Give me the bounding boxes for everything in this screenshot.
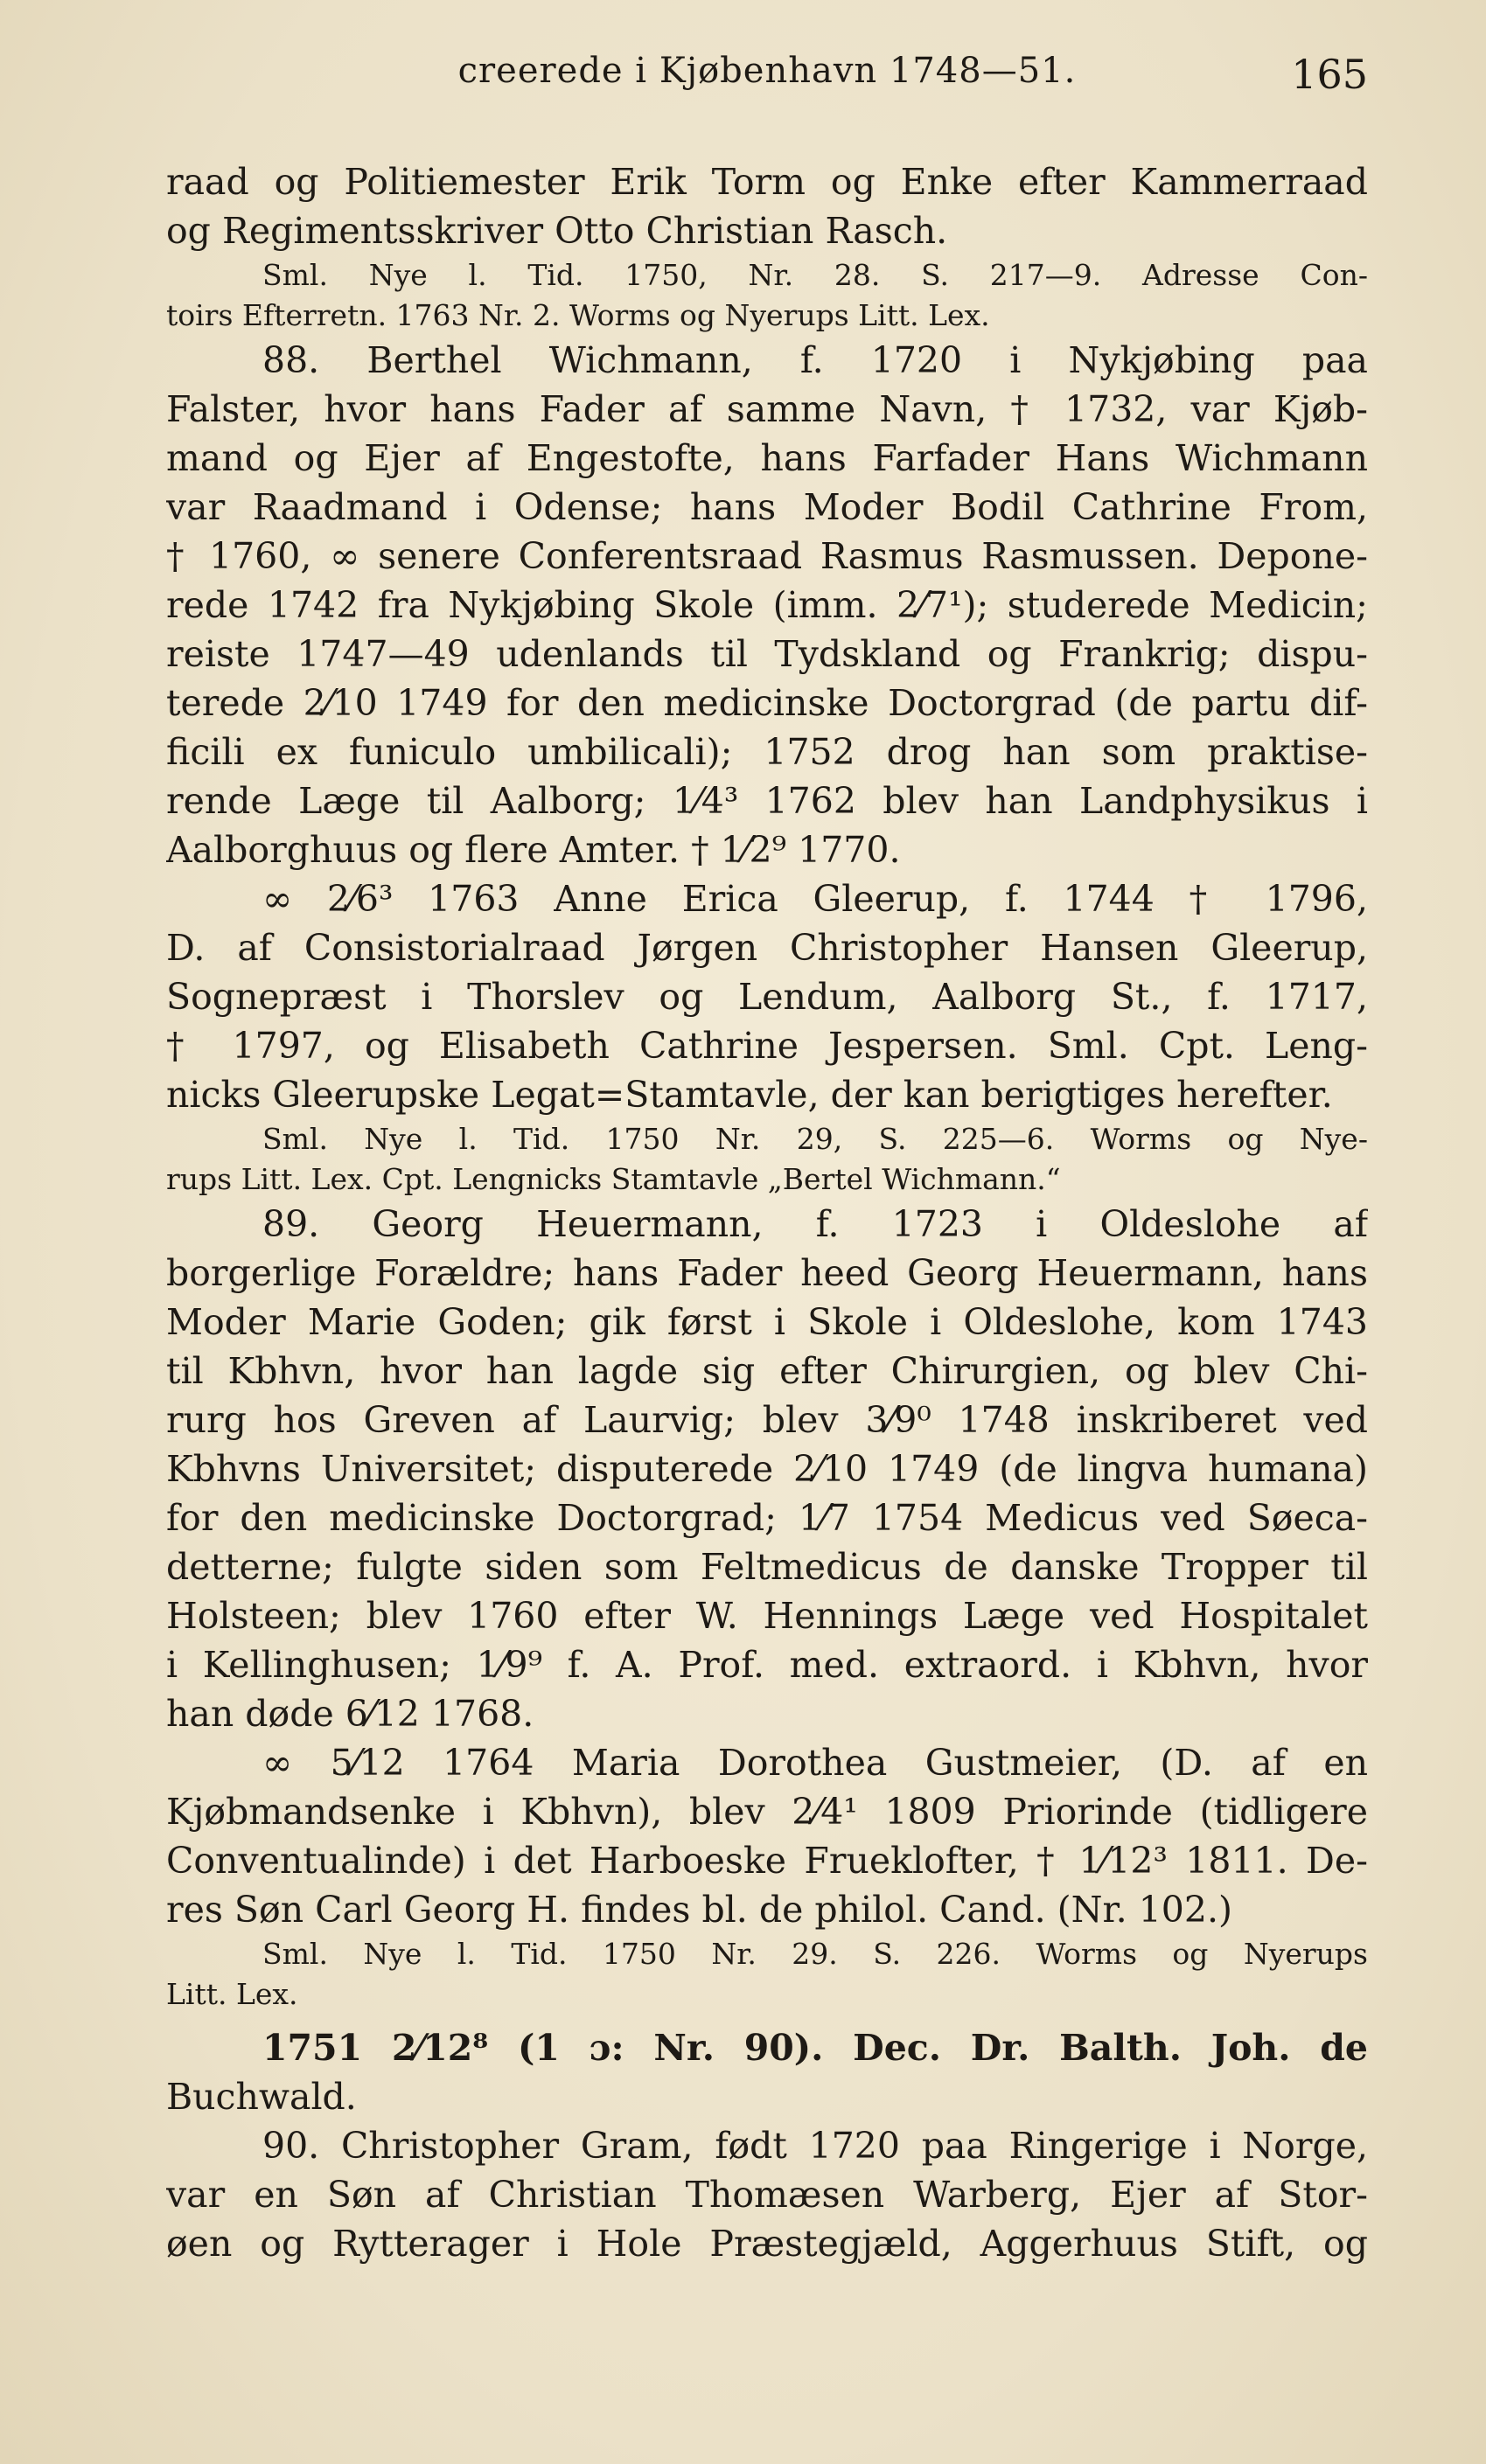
text-line: Kjøbmandsenke i Kbhvn), blev 2⁄4¹ 1809 Priorinde (tidligere [166,1791,1368,1833]
entry-heading-90: 90. Christopher Gram, født 1720 paa Ringerige i Norge, [262,2125,1368,2167]
body-text [166,157,1368,2268]
running-head: creerede i Kjøbenhavn 1748—51. [457,51,1077,91]
text-line: Moder Marie Goden; gik først i Skole i Oldeslohe, kom 1743 [166,1301,1368,1343]
text-line: Holsteen; blev 1760 efter W. Hennings Læge ved Hospitalet [166,1595,1368,1637]
text-line: reiste 1747—49 udenlands til Tydskland og Frankrig; dispu- [166,633,1368,675]
page-header [166,51,1368,103]
text-line: ∞ 5⁄12 1764 Maria Dorothea Gustmeier, (D. af en [262,1742,1368,1784]
text-line: og Regimentsskriver Otto Christian Rasch. [166,210,948,252]
text-line: Aalborghuus og flere Amter. † 1⁄2⁹ 1770. [166,829,901,871]
text-line: til Kbhvn, hvor han lagde sig efter Chirurgien, og blev Chi- [166,1350,1368,1392]
text-line: Kbhvns Universitet; disputerede 2⁄10 1749 (de lingva humana) [166,1448,1368,1490]
text-line: øen og Rytterager i Hole Præstegjæld, Aggerhuus Stift, og [166,2223,1368,2265]
text-line: Conventualinde) i det Harboeske Frueklofter, † 1⁄12³ 1811. De- [166,1840,1368,1882]
text-line: D. af Consistorialraad Jørgen Christopher Hansen Gleerup, [166,927,1368,969]
source-line: Sml. Nye l. Tid. 1750 Nr. 29, S. 225—6. Worms og Nye- [262,1122,1368,1156]
source-line: Sml. Nye l. Tid. 1750, Nr. 28. S. 217—9. Adresse Con- [262,258,1368,292]
spacer [166,2015,1368,2023]
text-line: for den medicinske Doctorgrad; 1⁄7 1754 Medicus ved Søeca- [166,1497,1368,1539]
text-line: rende Læge til Aalborg; 1⁄4³ 1762 blev han Landphysikus i [166,780,1368,822]
text-line: var en Søn af Christian Thomæsen Warberg, Ejer af Stor- [166,2174,1368,2216]
entry-heading-89: 89. Georg Heuermann, f. 1723 i Oldeslohe af [262,1203,1368,1245]
text-line: han døde 6⁄12 1768. [166,1693,534,1735]
text-line: rede 1742 fra Nykjøbing Skole (imm. 2⁄7¹); studerede Medicin; [166,584,1368,626]
text-line: i Kellinghusen; 1⁄9⁹ f. A. Prof. med. extraord. i Kbhvn, hvor [166,1644,1368,1686]
text-line: borgerlige Forældre; hans Fader heed Georg Heuermann, hans [166,1252,1368,1294]
text-line: nicks Gleerupske Legat=Stamtavle, der kan berigtiges herefter. [166,1074,1333,1116]
text-line: detterne; fulgte siden som Feltmedicus de danske Tropper til [166,1546,1368,1588]
source-line: rups Litt. Lex. Cpt. Lengnicks Stamtavle „Bertel Wichmann.“ [166,1162,1061,1196]
year-heading-1751: 1751 2⁄12⁸ (1 ɔ: Nr. 90). Dec. Dr. Balth. Joh. de [262,2027,1368,2069]
text-line: raad og Politiemester Erik Torm og Enke efter Kammerraad [166,161,1368,203]
text-line: ficili ex funiculo umbilicali); 1752 drog han som praktise- [166,731,1368,773]
text-line: † 1760, ∞ senere Conferentsraad Rasmus Rasmussen. Depone- [166,535,1368,577]
source-line: Sml. Nye l. Tid. 1750 Nr. 29. S. 226. Worms og Nyerups [262,1937,1368,1971]
page-number: 165 [1291,51,1368,98]
source-line: toirs Efterretn. 1763 Nr. 2. Worms og Nyerups Litt. Lex. [166,298,990,332]
entry-heading-88: 88. Berthel Wichmann, f. 1720 i Nykjøbing paa [262,339,1368,381]
text-line: var Raadmand i Odense; hans Moder Bodil Cathrine From, [166,486,1368,528]
text-line: Sognepræst i Thorslev og Lendum, Aalborg St., f. 1717, [166,976,1368,1018]
text-line: Buchwald. [166,2076,357,2118]
text-line: rurg hos Greven af Laurvig; blev 3⁄9⁰ 1748 inskriberet ved [166,1399,1368,1441]
text-line: ∞ 2⁄6³ 1763 Anne Erica Gleerup, f. 1744 † 1796, [262,878,1368,920]
text-line: mand og Ejer af Engestofte, hans Farfader Hans Wichmann [166,437,1368,479]
text-line: † 1797, og Elisabeth Cathrine Jespersen. Sml. Cpt. Leng- [166,1025,1368,1067]
source-line: Litt. Lex. [166,1977,298,2011]
text-line: terede 2⁄10 1749 for den medicinske Doctorgrad (de partu dif- [166,682,1368,724]
text-line: Falster, hvor hans Fader af samme Navn, † 1732, var Kjøb- [166,388,1368,430]
text-line: res Søn Carl Georg H. findes bl. de philol. Cand. (Nr. 102.) [166,1889,1232,1931]
